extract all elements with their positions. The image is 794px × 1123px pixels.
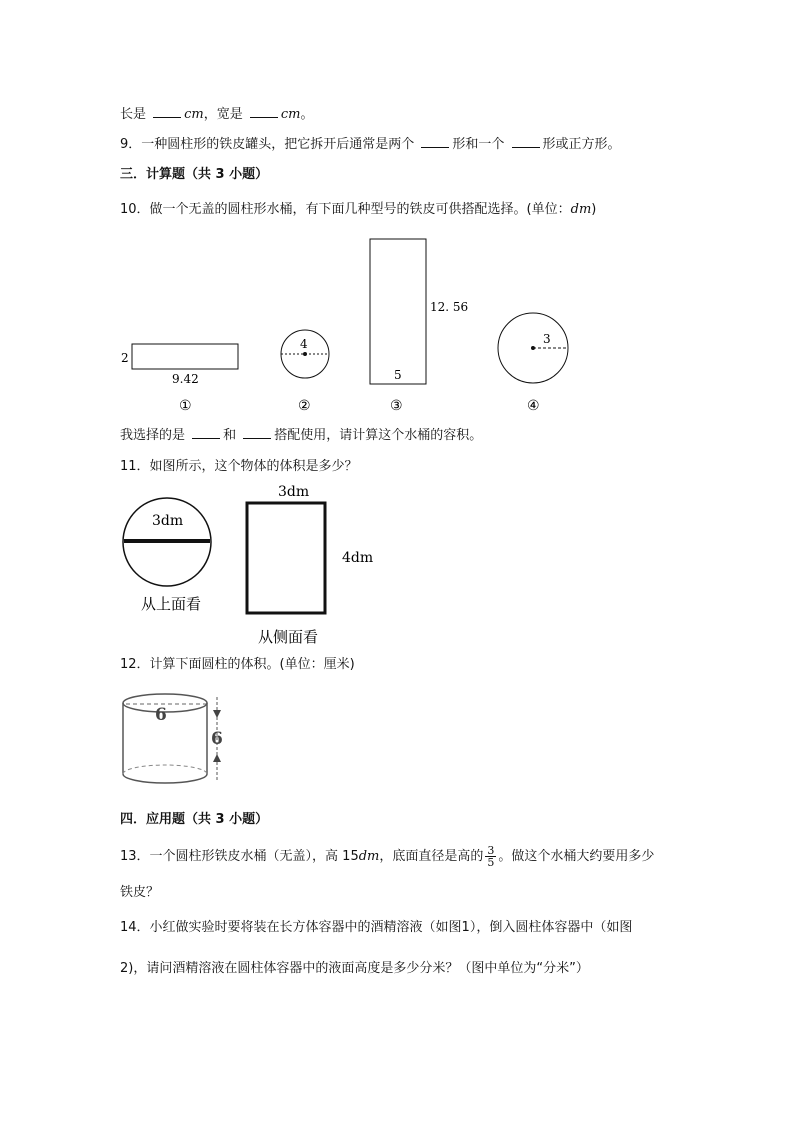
q8-width-blank[interactable]: [250, 105, 278, 118]
top-view-caption: 从上面看: [141, 595, 202, 613]
q10-choice-blank-2[interactable]: [243, 426, 271, 439]
fig2-center-dot: [303, 352, 307, 356]
q10-answer-line: [120, 426, 482, 445]
fig4-caption: ④: [527, 398, 540, 414]
q9-text-2: 形和一个: [452, 137, 509, 152]
q9-text-3: 形或正方形。: [542, 137, 621, 152]
q10-answer-text-3: 搭配使用，请计算这个水桶的容积。: [274, 428, 483, 443]
q8-unit-1: cm: [184, 107, 204, 122]
q8-length-blank[interactable]: [153, 105, 181, 118]
q13-unit: dm: [358, 849, 380, 864]
fig4-center-dot: [531, 346, 535, 350]
q14-line-1: 14．小红做实验时要将装在长方体容器中的酒精溶液（如图1），倒入圆柱体容器中（如图: [120, 920, 633, 935]
fraction-denominator: 5: [487, 856, 495, 869]
q8-tail-line: [120, 105, 314, 124]
fraction-numerator: 3: [487, 844, 495, 857]
q8-suffix: 。: [300, 107, 314, 122]
q14-line-2: 2)，请问酒精溶液在圆柱体容器中的液面高度是多少分米？（图中单位为“分米”）: [120, 961, 589, 976]
q10-line: [120, 201, 596, 219]
q8-mid: ，宽是: [203, 107, 247, 122]
section-3-title: 三．计算题（共 3 小题）: [120, 167, 269, 182]
fig2-diameter-label: 4: [300, 337, 308, 351]
fig2-caption: ②: [298, 398, 311, 414]
cylinder-bottom-back: [123, 765, 207, 774]
section-4-title: 四．应用题（共 3 小题）: [120, 812, 269, 827]
q13-text-3: 。做这个水桶大约要用多少: [498, 849, 655, 864]
q13-fraction: [485, 845, 496, 868]
q13-line-1: [120, 844, 654, 870]
q13-text-2: ，底面直径是高的: [379, 849, 484, 864]
q10-unit: dm: [570, 202, 592, 217]
q9-blank-2[interactable]: [512, 135, 540, 148]
cylinder-diameter-label: 6: [155, 705, 167, 725]
q8-unit-2: cm: [280, 107, 301, 122]
q9-line: [120, 135, 621, 154]
q11-figures: [118, 480, 398, 648]
q9-text-1: 9．一种圆柱形的铁皮罐头，把它拆开后通常是两个: [120, 137, 419, 152]
height-arrow-down: [213, 710, 221, 718]
height-arrow-up: [213, 754, 221, 762]
side-view-caption: 从侧面看: [258, 628, 319, 646]
q8-prefix: 长是: [120, 107, 151, 122]
q10-figures: [110, 232, 590, 417]
side-view-top-label: 3dm: [278, 484, 310, 500]
q10-answer-text-2: 和: [223, 428, 241, 443]
fig1-width-label: 9.42: [172, 372, 199, 386]
side-view-right-label: 4dm: [342, 550, 374, 566]
fig1-height-label: 2: [121, 351, 129, 365]
q12-line: 12．计算下面圆柱的体积。(单位：厘米): [120, 657, 355, 672]
q10-choice-blank-1[interactable]: [192, 426, 220, 439]
fig3-rectangle: [370, 239, 426, 384]
fig3-width-label: 5: [394, 368, 402, 382]
q13-line-2: 铁皮？: [120, 885, 160, 900]
q10-text: 10．做一个无盖的圆柱形水桶，有下面几种型号的铁皮可供搭配选择。(单位：: [120, 202, 571, 217]
fig1-caption: ①: [179, 398, 192, 414]
q10-answer-text-1: 我选择的是: [120, 428, 190, 443]
cylinder-height-label: 6: [211, 729, 223, 749]
q12-cylinder-figure: [118, 688, 238, 788]
top-view-label: 3dm: [152, 513, 184, 529]
side-view-rectangle: [247, 503, 325, 613]
fig3-caption: ③: [390, 398, 403, 414]
fig3-height-label: 12. 56: [430, 300, 469, 314]
q11-line: 11．如图所示，这个物体的体积是多少？: [120, 459, 358, 474]
fig1-rectangle: [132, 344, 238, 369]
cylinder-bottom-front: [123, 774, 207, 783]
q9-blank-1[interactable]: [421, 135, 449, 148]
q10-close: ): [591, 202, 597, 217]
q13-text-1: 13．一个圆柱形铁皮水桶（无盖），高 15: [120, 849, 359, 864]
fig4-radius-label: 3: [543, 332, 551, 346]
